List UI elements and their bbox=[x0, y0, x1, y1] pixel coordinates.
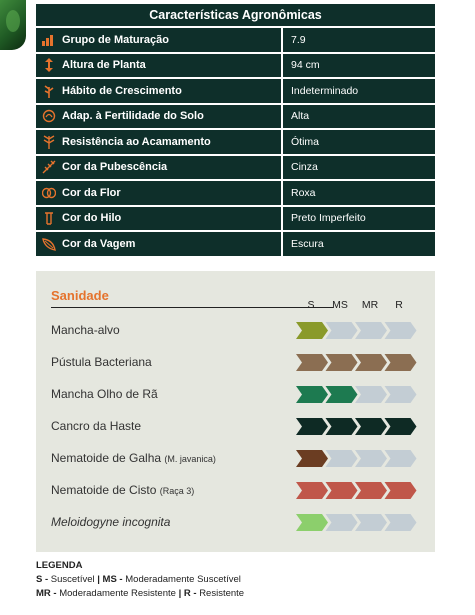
rating-chevron bbox=[326, 482, 358, 499]
agronomic-label-cell bbox=[36, 181, 281, 205]
rating-chevron bbox=[385, 386, 417, 403]
rating-chevron bbox=[355, 386, 387, 403]
agronomic-label: Adap. à Fertilidade do Solo bbox=[62, 110, 204, 123]
disease-row bbox=[51, 379, 421, 411]
rating-chevron bbox=[385, 514, 417, 531]
flower-icon bbox=[36, 187, 62, 199]
disease-name bbox=[51, 443, 216, 474]
plant-growth-icon bbox=[36, 84, 62, 98]
disease-name bbox=[51, 411, 141, 441]
agronomic-value: Escura bbox=[283, 232, 435, 256]
legend-ms-text: Moderadamente Suscetível bbox=[125, 574, 241, 585]
disease-name-text: Nematoide de Galha bbox=[51, 451, 165, 465]
rating-chevron bbox=[296, 354, 328, 371]
agronomic-label-cell bbox=[36, 156, 281, 180]
pubescence-icon bbox=[36, 160, 62, 174]
sanidade-divider bbox=[51, 307, 333, 308]
rating-chevron bbox=[355, 354, 387, 371]
disease-name bbox=[51, 507, 170, 537]
agronomic-value: Indeterminado bbox=[283, 79, 435, 103]
agronomic-value: Ótima bbox=[283, 130, 435, 154]
agronomic-label-cell bbox=[36, 28, 281, 52]
disease-name-text: Mancha-alvo bbox=[51, 323, 120, 337]
agronomic-label: Cor do Hilo bbox=[62, 212, 122, 225]
agronomic-row bbox=[36, 232, 435, 256]
disease-row bbox=[51, 475, 421, 507]
rating-chevrons bbox=[296, 322, 420, 339]
rating-chevron bbox=[296, 418, 328, 435]
rating-chevron bbox=[296, 482, 328, 499]
agronomic-label-cell bbox=[36, 79, 281, 103]
disease-name bbox=[51, 379, 158, 409]
legend-ms-key: MS - bbox=[102, 574, 126, 585]
rating-chevrons bbox=[296, 386, 420, 403]
rating-chevron bbox=[385, 322, 417, 339]
disease-name-note: (Raça 3) bbox=[159, 486, 195, 496]
legend-s-key: S - bbox=[36, 574, 51, 585]
agronomic-label-cell bbox=[36, 130, 281, 154]
agronomic-value: Preto Imperfeito bbox=[283, 207, 435, 231]
agronomic-value: 94 cm bbox=[283, 54, 435, 78]
agronomic-label: Cor da Flor bbox=[62, 186, 121, 199]
rating-chevron bbox=[355, 482, 387, 499]
rating-chevrons bbox=[296, 482, 420, 499]
rating-chevrons bbox=[296, 514, 420, 531]
disease-row bbox=[51, 443, 421, 475]
disease-name-text: Meloidogyne incognita bbox=[51, 515, 171, 529]
agronomic-label-cell bbox=[36, 105, 281, 129]
legend-title: LEGENDA bbox=[36, 560, 83, 571]
pod-icon bbox=[36, 237, 62, 251]
sanidade-panel bbox=[36, 271, 435, 552]
rating-chevron bbox=[296, 386, 328, 403]
rating-chevron bbox=[385, 450, 417, 467]
agronomic-row bbox=[36, 105, 435, 129]
agronomic-label: Cor da Pubescência bbox=[62, 161, 168, 174]
rating-chevron bbox=[296, 322, 328, 339]
agronomic-value: Roxa bbox=[283, 181, 435, 205]
agronomic-label-cell bbox=[36, 54, 281, 78]
rating-chevron bbox=[355, 418, 387, 435]
agronomic-row bbox=[36, 28, 435, 52]
agronomic-row bbox=[36, 130, 435, 154]
agronomic-label: Cor da Vagem bbox=[62, 237, 136, 250]
agronomic-label-cell bbox=[36, 232, 281, 256]
rating-chevron bbox=[326, 418, 358, 435]
height-arrow-icon bbox=[36, 58, 62, 72]
agronomic-row bbox=[36, 181, 435, 205]
rating-chevron bbox=[385, 354, 417, 371]
agronomic-row bbox=[36, 79, 435, 103]
sanidade-column-ms: MS bbox=[332, 299, 348, 311]
disease-row bbox=[51, 507, 421, 539]
rating-chevron bbox=[296, 514, 328, 531]
agronomic-label: Grupo de Maturação bbox=[62, 33, 169, 46]
rating-chevrons bbox=[296, 354, 420, 371]
rating-chevron bbox=[326, 514, 358, 531]
agronomic-value: Alta bbox=[283, 105, 435, 129]
agronomic-label-cell bbox=[36, 207, 281, 231]
legend-s-text: Suscetível bbox=[50, 574, 95, 585]
legend-r-key: R - bbox=[183, 588, 200, 599]
rating-chevrons bbox=[296, 450, 420, 467]
legend-mr-key: MR - bbox=[36, 588, 60, 599]
sanidade-column-mr: MR bbox=[361, 299, 379, 311]
agronomic-value: Cinza bbox=[283, 156, 435, 180]
rating-chevron bbox=[355, 514, 387, 531]
rating-chevron bbox=[326, 322, 358, 339]
plant-photo-corner bbox=[0, 0, 26, 50]
rating-chevron bbox=[355, 450, 387, 467]
disease-name-text: Mancha Olho de Rã bbox=[51, 387, 158, 401]
disease-name-text: Nematoide de Cisto bbox=[51, 483, 160, 497]
rating-chevron bbox=[326, 354, 358, 371]
legend-mr-text: Moderadamente Resistente bbox=[59, 588, 176, 599]
disease-name-text: Pústula Bacteriana bbox=[51, 355, 152, 369]
agronomic-row bbox=[36, 156, 435, 180]
hilum-icon bbox=[36, 211, 62, 225]
rating-chevron bbox=[296, 450, 328, 467]
rating-chevron bbox=[385, 482, 417, 499]
legend-sep: | bbox=[175, 588, 184, 599]
agronomic-label: Hábito de Crescimento bbox=[62, 84, 182, 97]
agronomic-label: Altura de Planta bbox=[62, 59, 146, 72]
legend-sep: | bbox=[94, 574, 103, 585]
bar-chart-icon bbox=[36, 34, 62, 46]
sanidade-title: Sanidade bbox=[51, 288, 109, 303]
legend bbox=[36, 559, 244, 601]
disease-name-note: (M. javanica) bbox=[164, 454, 216, 464]
sanidade-column-s: S bbox=[307, 299, 315, 311]
rating-chevron bbox=[355, 322, 387, 339]
agronomic-row bbox=[36, 54, 435, 78]
soil-fertility-icon bbox=[36, 109, 62, 123]
agronomic-row bbox=[36, 207, 435, 231]
agronomic-title: Características Agronômicas bbox=[36, 4, 435, 26]
disease-name bbox=[51, 347, 152, 377]
disease-row bbox=[51, 411, 421, 443]
rating-chevron bbox=[326, 450, 358, 467]
disease-name bbox=[51, 315, 120, 345]
sanidade-column-r: R bbox=[395, 299, 403, 311]
disease-row bbox=[51, 347, 421, 379]
rating-chevron bbox=[385, 418, 417, 435]
lodging-plant-icon bbox=[36, 135, 62, 149]
disease-name-text: Cancro da Haste bbox=[51, 419, 142, 433]
agronomic-table bbox=[36, 4, 435, 258]
agronomic-value: 7.9 bbox=[283, 28, 435, 52]
disease-name bbox=[51, 475, 194, 506]
legend-r-text: Resistente bbox=[199, 588, 245, 599]
rating-chevron bbox=[326, 386, 358, 403]
rating-chevrons bbox=[296, 418, 420, 435]
disease-row bbox=[51, 315, 421, 347]
agronomic-label: Resistência ao Acamamento bbox=[62, 135, 211, 148]
